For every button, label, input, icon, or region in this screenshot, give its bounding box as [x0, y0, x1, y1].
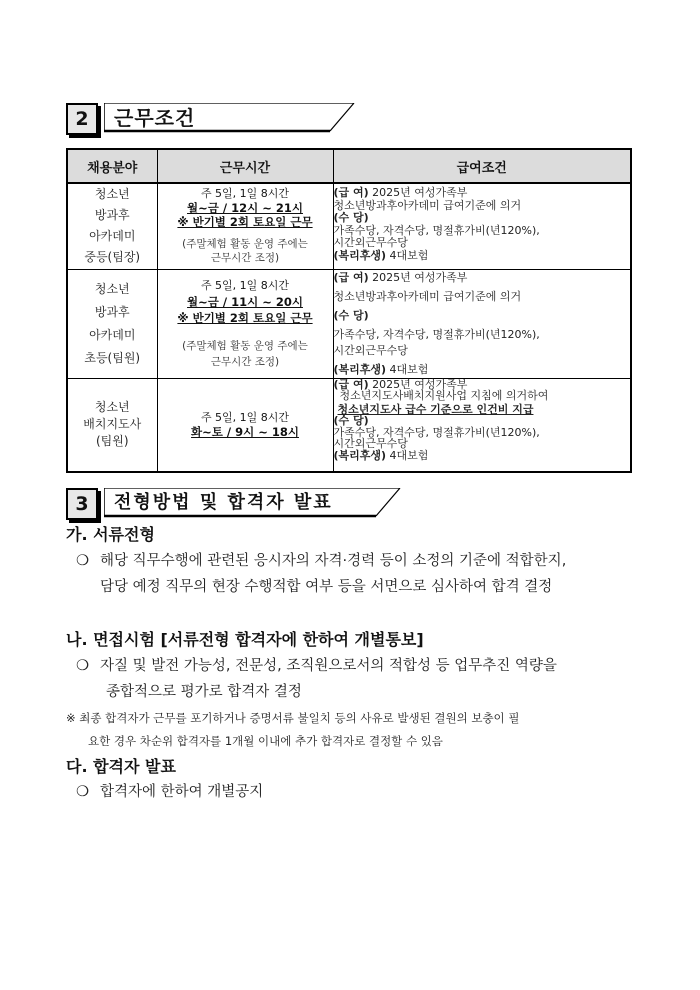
paragraph: ❍ 해당 직무수행에 관련된 응시자의 자격·경력 등이 소정의 기준에 적합한지, — [76, 553, 567, 569]
pay-cell: (급 여) 2025년 여성가족부 청소년방과후아카데미 급여기준에 의거 (수 당) 가족수당, 자격수당, 명절휴가비(년120%), 시간외근무수당 (복리후생) 4대보험 — [333, 269, 631, 378]
table-row — [67, 183, 631, 269]
table-row — [67, 269, 631, 378]
table-header-row — [67, 149, 631, 183]
hours-cell: 주 5일, 1일 8시간 월~금 / 12시 ~ 21시 ※ 반기별 2회 토요일 근무 (주말체험 활동 운영 주에는 근무시간 조정) — [157, 183, 333, 269]
pay-cell: (급 여) 2025년 여성가족부 청소년방과후아카데미 급여기준에 의거 (수 당) 가족수당, 자격수당, 명절휴가비(년120%), 시간외근무수당 (복리후생) 4대보험 — [333, 183, 631, 269]
field-cell: 청소년 방과후 아카데미 초등(팀원) — [67, 269, 157, 378]
section-number-badge: 3 — [66, 488, 98, 520]
hours-cell: 주 5일, 1일 8시간 화~토 / 9시 ~ 18시 — [157, 378, 333, 472]
header-pay: 급여조건 — [333, 149, 631, 183]
paragraph-continuation: 종합적으로 평가로 합격자 결정 — [106, 684, 302, 700]
note-text: ※ 최종 합격자가 근무를 포기하거나 증명서류 불일치 등의 사유로 발생된 결원의 보충이 필 — [66, 711, 520, 725]
section-number-badge: 2 — [66, 103, 98, 135]
circle-bullet-icon: ❍ — [76, 553, 89, 569]
section-title: 근무조건 — [114, 106, 196, 130]
field-cell: 청소년 배치지도사 (팀원) — [67, 378, 157, 472]
paragraph: ❍ 합격자에 한하여 개별공지 — [76, 784, 264, 800]
table-row — [67, 378, 631, 472]
circle-bullet-icon: ❍ — [76, 658, 89, 674]
paragraph-continuation: 담당 예정 직무의 현장 수행적합 여부 등을 서면으로 심사하여 합격 결정 — [100, 579, 553, 595]
paragraph: ❍ 자질 및 발전 가능성, 전문성, 조직원으로서의 적합성 등 업무추진 역량을 — [76, 658, 557, 674]
section-title: 전형방법 및 합격자 발표 — [114, 492, 333, 513]
pay-cell: (급 여) 2025년 여성가족부 청소년지도사배치지원사업 지침에 의거하여 청소년지도사 급수 기준으로 인건비 지급 (수 당) 가족수당, 자격수당, 명절휴가비(년120%), 시간외근무수당 (복리후생) 4대보험 — [333, 378, 631, 472]
hours-cell: 주 5일, 1일 8시간 월~금 / 11시 ~ 20시 ※ 반기별 2회 토요일 근무 (주말체험 활동 운영 주에는 근무시간 조정) — [157, 269, 333, 378]
subsection-title-announcement: 다. 합격자 발표 — [66, 757, 176, 776]
header-hours: 근무시간 — [157, 149, 333, 183]
subsection-title-document-screening: 가. 서류전형 — [66, 525, 155, 544]
subsection-title-interview: 나. 면접시험 [서류전형 합격자에 한하여 개별통보] — [66, 630, 424, 649]
work-conditions-table — [66, 148, 632, 473]
field-cell: 청소년 방과후 아카데미 중등(팀장) — [67, 183, 157, 269]
circle-bullet-icon: ❍ — [76, 784, 89, 800]
header-field: 채용분야 — [67, 149, 157, 183]
note-text: 요한 경우 차순위 합격자를 1개월 이내에 추가 합격자로 결정할 수 있음 — [88, 734, 443, 748]
